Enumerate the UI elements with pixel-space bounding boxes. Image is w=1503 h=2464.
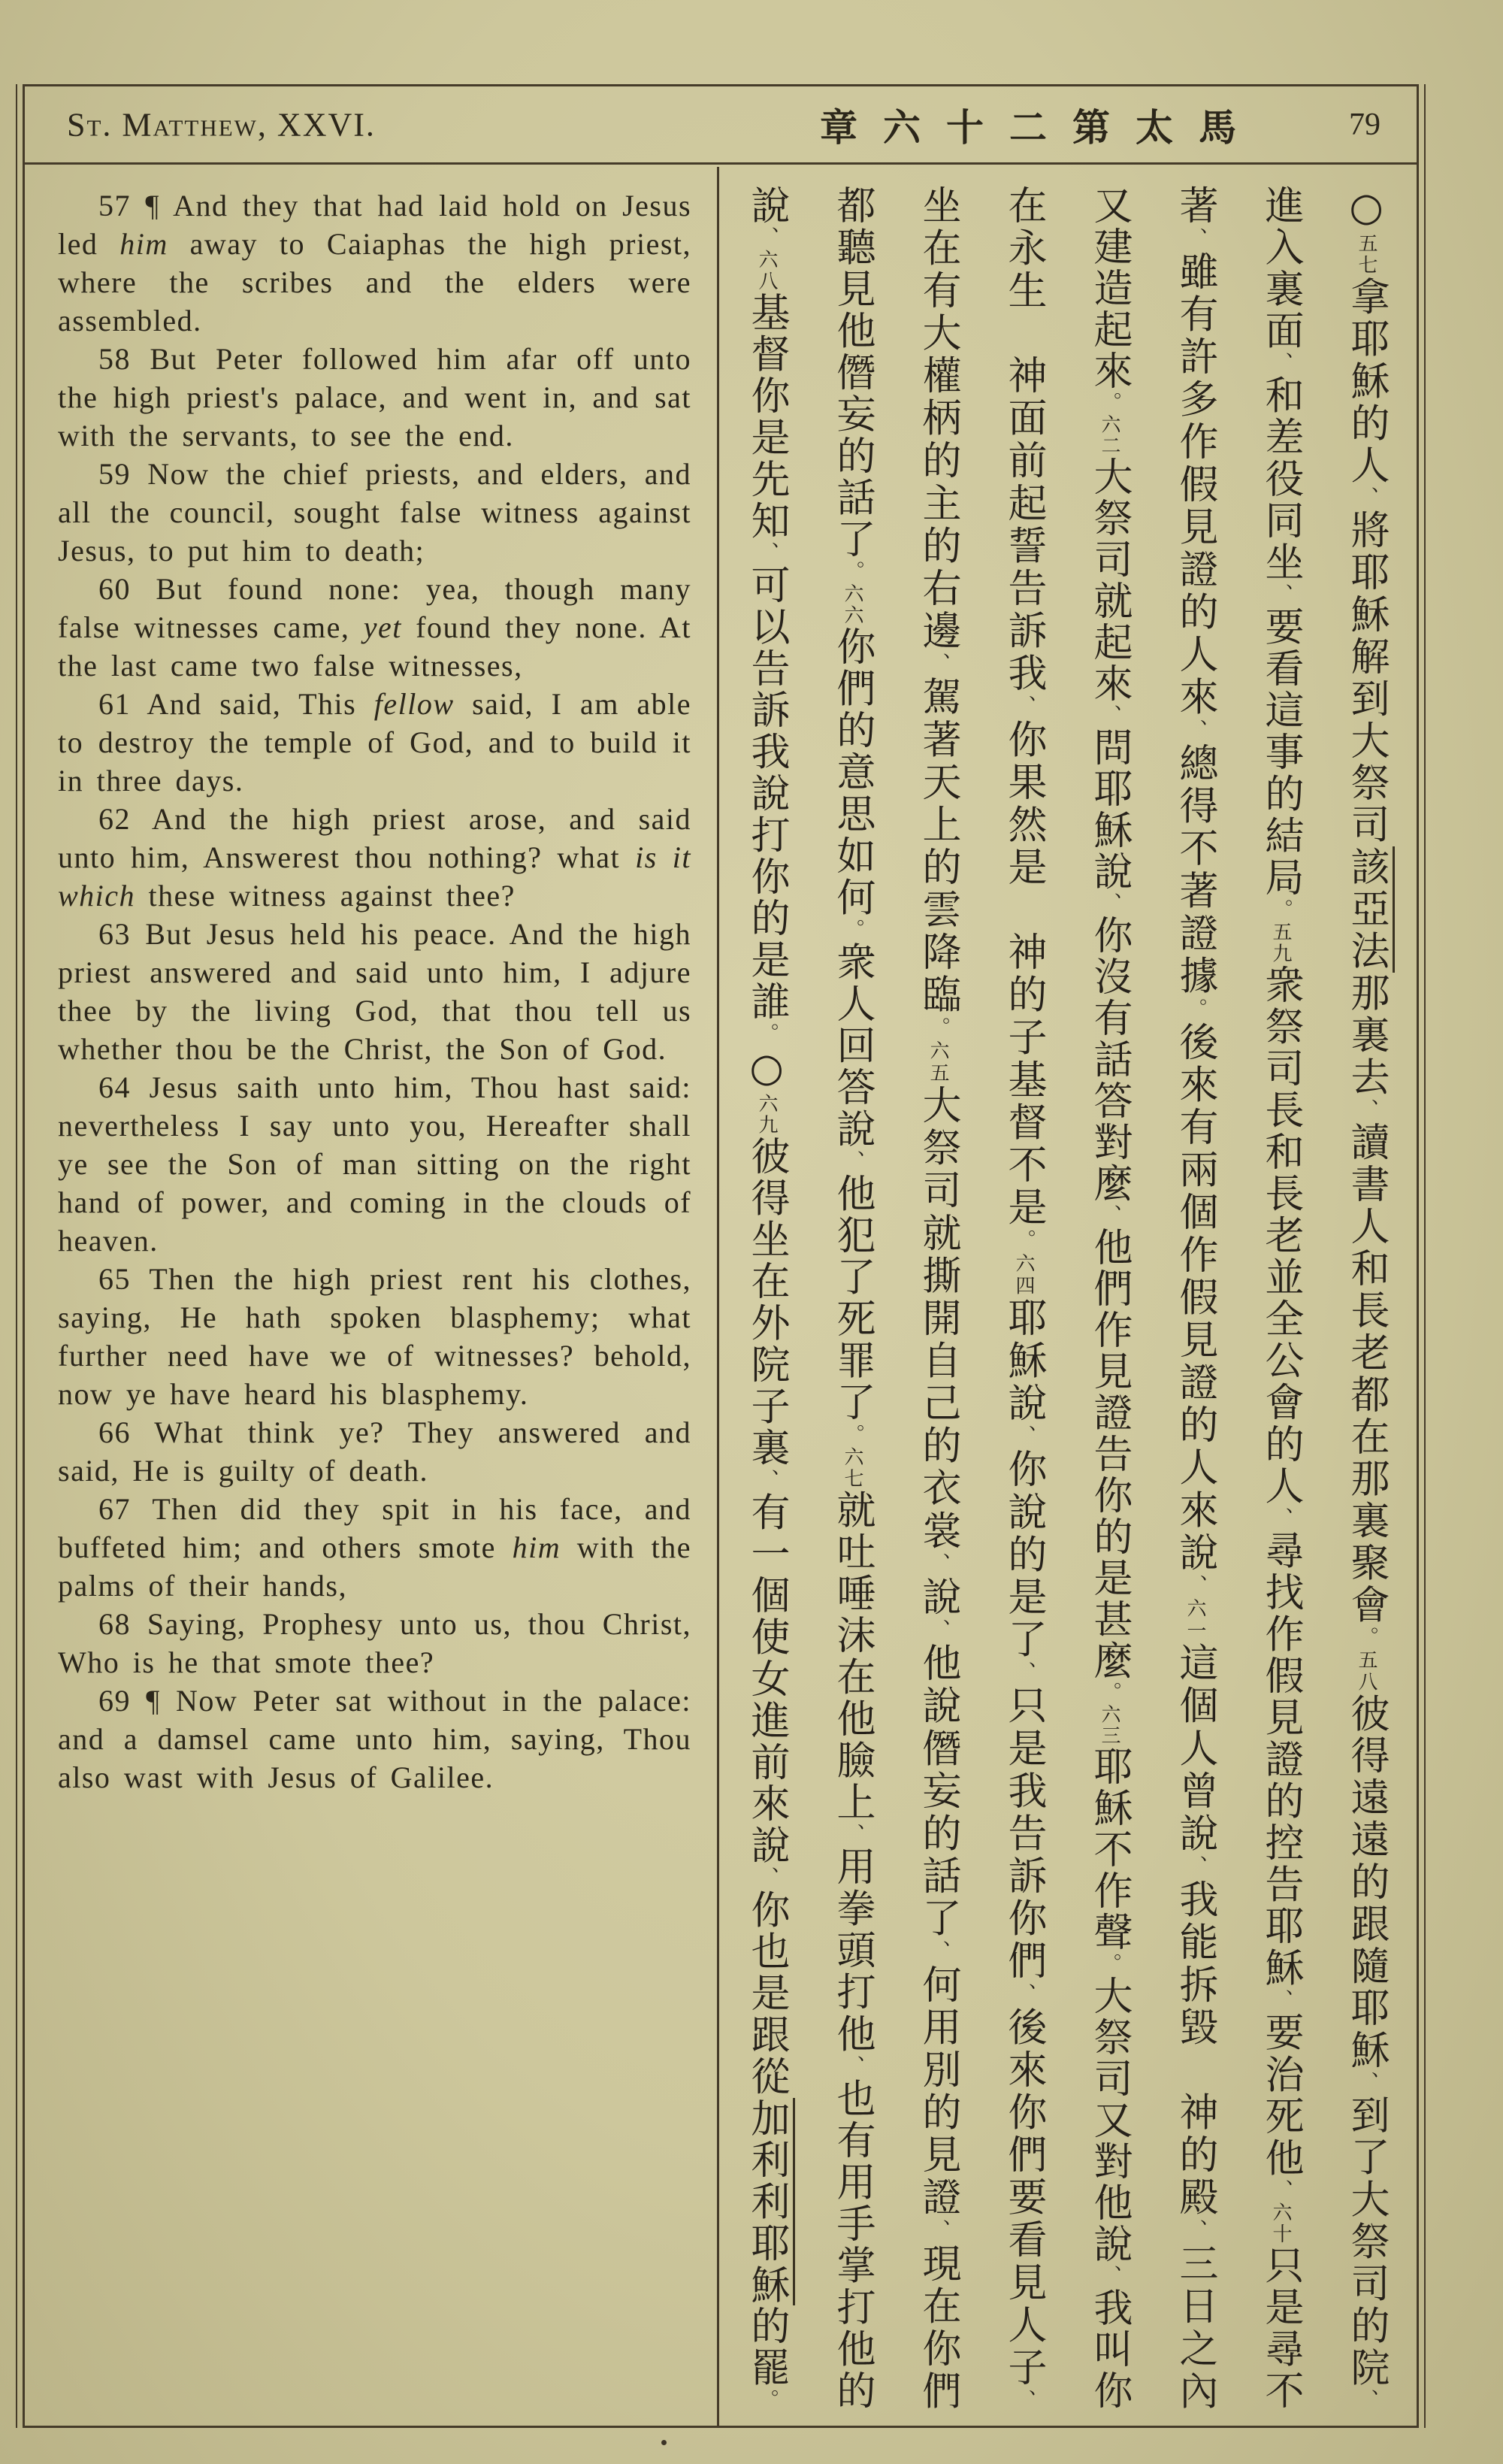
verse-paragraph	[58, 186, 691, 340]
verse-number-annotation: 六一	[1184, 1598, 1206, 1643]
verse-text: said, I am able to destroy the temple of God, and to build it in three days.	[58, 687, 692, 798]
verse-number-annotation: 六十	[1269, 2202, 1292, 2245]
verse-text: 60 But found none: yea, though many false witnesses came,	[58, 572, 692, 644]
punctuation-mark: 。	[841, 919, 864, 942]
punctuation-mark: 。	[841, 1424, 864, 1447]
punctuation-mark: 、	[927, 2219, 950, 2244]
supplied-word-italic: him	[512, 1530, 561, 1564]
verse-number-annotation: 六八	[755, 249, 778, 292]
punctuation-mark: 、	[1355, 486, 1378, 510]
chinese-column: 坐在有大權柄的主的右邊、駕著天上的雲降臨。六五大祭司就撕開自己的衣裳、說、他說僭妄的話了、何用別的見證、現在你們	[915, 185, 960, 2411]
proper-name-mark: 該亞法	[1344, 846, 1395, 973]
supplied-word-italic: fellow	[373, 687, 455, 721]
punctuation-mark: 。	[755, 1022, 779, 1046]
punctuation-mark: 、	[1184, 719, 1207, 743]
verse-text: 65 Then the high priest rent his clothes, saying, He hath spoken blasphemy; what further need have we of witnesses? behold, now ye have heard his blasphemy.	[58, 1262, 692, 1411]
verse-text: found they none. At the last came two false witnesses,	[58, 610, 692, 683]
verse-number-annotation: 六六	[841, 583, 863, 627]
punctuation-mark: 、	[1098, 704, 1121, 727]
punctuation-mark: 、	[927, 1618, 950, 1643]
chinese-column: ○五七拿耶穌的人、將耶穌解到大祭司該亞法那裏去、讀書人和長老都在那裏聚會。五八彼得遠遠的跟隨耶穌、到了大祭司的院、	[1323, 185, 1409, 2411]
verse-text: 66 What think ye? They answered and said, He is guilty of death.	[58, 1415, 692, 1488]
verse-paragraph	[58, 800, 691, 915]
punctuation-mark: 、	[1098, 892, 1121, 915]
verse-paragraph	[58, 915, 691, 1068]
punctuation-mark: 。	[755, 2389, 779, 2411]
supplied-word-italic: yet	[363, 610, 402, 644]
verse-paragraph	[58, 1413, 691, 1490]
running-head-chinese: 章六十二第太馬	[819, 105, 1262, 150]
chinese-column: 說、六八基督你是先知、可以告訴我說打你的是誰。○六九彼得坐在外院子裏、有一個使女進前來說、你也是跟從加利利耶穌的罷。	[724, 185, 809, 2411]
punctuation-mark: 、	[1012, 695, 1036, 719]
punctuation-mark: 、	[841, 1150, 864, 1173]
verse-text: 68 Saying, Prophesy unto us, thou Christ, Who is he that smote thee?	[58, 1607, 692, 1679]
verse-number-annotation: 五八	[1355, 1649, 1377, 1694]
verse-number-annotation: 六二	[1098, 414, 1120, 456]
verse-paragraph	[58, 455, 691, 570]
verse-paragraph	[58, 570, 691, 685]
bottom-mark	[661, 2440, 667, 2445]
punctuation-mark: 、	[1355, 2071, 1378, 2095]
punctuation-mark: 。	[1098, 392, 1121, 414]
verse-paragraph	[58, 1490, 691, 1605]
punctuation-mark: 、	[1098, 1204, 1121, 1227]
punctuation-mark: 。	[1355, 1626, 1378, 1650]
verse-text: 67 Then did they spit in his face, and buffeted him; and others smote	[58, 1492, 692, 1564]
verse-paragraph	[58, 340, 691, 455]
chinese-column: 都聽見他僭妄的話了。六六你們的意思如何。衆人回答說、他犯了死罪了。六七就吐唾沫在他臉上、用拳頭打他、也有用手掌打他的	[830, 185, 875, 2411]
verse-paragraph	[58, 1605, 691, 1682]
english-text	[25, 167, 717, 2426]
punctuation-mark: 、	[1098, 2265, 1121, 2287]
punctuation-mark: 、	[1184, 1574, 1207, 1599]
page-frame	[23, 84, 1419, 2428]
punctuation-mark: 、	[1355, 1098, 1378, 1122]
verse-text: 62 And the high priest arose, and said unto him, Answerest thou nothing? what	[58, 802, 692, 874]
punctuation-mark: 、	[1269, 583, 1293, 607]
punctuation-mark: 、	[1012, 1661, 1036, 1685]
punctuation-mark: 、	[1184, 1855, 1207, 1879]
chinese-text	[719, 167, 1417, 2426]
verse-paragraph	[58, 685, 691, 800]
verse-number-annotation: 六七	[841, 1446, 863, 1490]
punctuation-mark: 、	[1355, 2389, 1378, 2411]
verse-text: 57 ¶ And they that had laid hold on Jesus led	[58, 189, 692, 261]
verse-text: 58 But Peter followed him afar off unto the high priest's palace, and went in, and sat with the servants, to see the end.	[58, 342, 692, 453]
punctuation-mark: 。	[927, 1016, 950, 1041]
verse-text: away to Caiaphas the high priest, where the scribes and the elders were assembled.	[58, 227, 692, 338]
punctuation-mark: 、	[1269, 2179, 1293, 2202]
punctuation-mark: 、	[841, 1823, 864, 1847]
punctuation-mark: 、	[927, 1940, 950, 1964]
punctuation-mark: 、	[755, 1469, 779, 1492]
punctuation-mark: 、	[927, 652, 950, 677]
text-columns	[25, 167, 1417, 2426]
verse-number-annotation: 六九	[755, 1093, 778, 1137]
verse-text: 63 But Jesus held his peace. And the high priest answered and said unto him, I adjure thee by the living God, that thou tell us whether thou be the Christ, the Son of God.	[58, 917, 692, 1066]
chinese-column: 進入裏面、和差役同坐、要看這事的結局。五九衆祭司長和長老並全公會的人、尋找作假見證的控告耶穌、要治死他、六十只是尋不	[1258, 185, 1303, 2411]
punctuation-mark: 、	[755, 1866, 779, 1890]
punctuation-mark: 、	[1184, 2219, 1207, 2244]
chinese-column: 又建造起來。六二大祭司就起來、問耶穌說、你沒有話答對麼、他們作見證告你的是甚麼。六三耶穌不作聲。大祭司又對他說、我叫你	[1087, 185, 1132, 2411]
punctuation-mark: 。	[1269, 898, 1293, 922]
verse-number-annotation: 五七	[1355, 232, 1377, 277]
punctuation-mark: 。	[841, 560, 864, 584]
verse-text: 69 ¶ Now Peter sat without in the palace: and a damsel came unto him, saying, Thou also wast with Jesus of Galilee.	[58, 1684, 692, 1794]
verse-text: with the palms of their hands,	[58, 1530, 692, 1603]
verse-number-annotation: 六四	[1012, 1253, 1035, 1298]
proper-name-mark: 加利利耶穌	[744, 2098, 795, 2306]
verse-paragraph	[58, 1260, 691, 1413]
punctuation-mark: 。	[1098, 1682, 1121, 1704]
punctuation-mark: 。	[1098, 1953, 1121, 1975]
chinese-column: 著、雖有許多作假見證的人來、總得不著證據。後來有兩個作假見證的人來說、六一這個人曾說、我能拆毀 神的殿、三日之內	[1172, 185, 1217, 2411]
verse-text: 64 Jesus saith unto him, Thou hast said: nevertheless I say unto you, Hereafter shall ye see the Son of man sitting on the right hand of power, and coming in the clouds of heaven.	[58, 1070, 692, 1258]
chinese-column: 在永生 神面前起誓告訴我、你果然是 神的子基督不是。六四耶穌說、你說的是了、只是我告訴你們、後來你們要看見人子、	[1001, 185, 1046, 2411]
punctuation-mark: 、	[927, 1552, 950, 1577]
punctuation-mark: 、	[1012, 1424, 1036, 1449]
punctuation-mark: 、	[755, 226, 779, 250]
punctuation-mark: 、	[1269, 352, 1293, 375]
page-number: 79	[1349, 107, 1381, 142]
punctuation-mark: 、	[755, 541, 779, 565]
punctuation-mark: 、	[1269, 1989, 1293, 2012]
punctuation-mark: 、	[1184, 227, 1207, 252]
punctuation-mark: 、	[1012, 2389, 1036, 2411]
verse-paragraph	[58, 1068, 691, 1260]
punctuation-mark: 、	[1269, 1507, 1293, 1530]
verse-text: 61 And said, This	[98, 687, 374, 721]
punctuation-mark: 。	[1012, 1229, 1036, 1254]
punctuation-mark: 、	[841, 2055, 864, 2078]
punctuation-mark: 、	[1012, 1983, 1036, 2007]
verse-text: 59 Now the chief priests, and elders, and all the council, sought false witness against Jesus, to put him to death;	[58, 457, 692, 568]
verse-text: these witness against thee?	[135, 879, 516, 913]
verse-number-annotation: 六五	[927, 1040, 949, 1085]
supplied-word-italic: is it which	[58, 840, 692, 913]
verse-number-annotation: 五九	[1269, 922, 1292, 965]
supplied-word-italic: him	[119, 227, 168, 261]
running-head-english: St. Matthew, XXVI.	[67, 106, 376, 143]
page-header	[25, 86, 1417, 165]
verse-paragraph	[58, 1682, 691, 1797]
punctuation-mark: 。	[1184, 997, 1207, 1022]
verse-number-annotation: 六三	[1098, 1704, 1120, 1746]
